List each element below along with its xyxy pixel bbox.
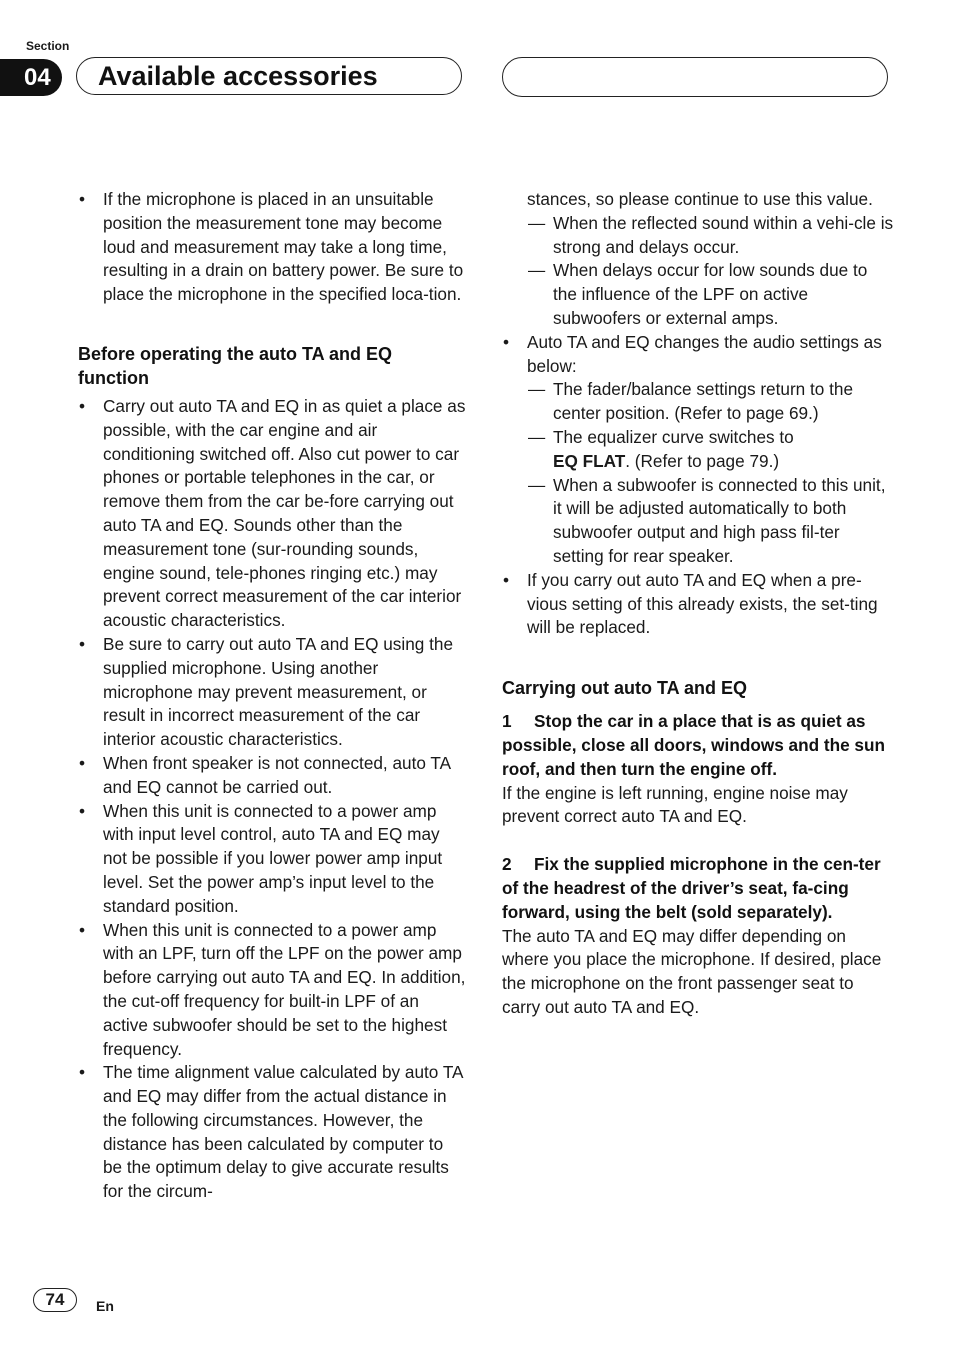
bullet-item: • Auto TA and EQ changes the audio settings as below: [502,331,894,379]
page-number: 74 [33,1288,77,1312]
step-1-body: If the engine is left running, engine noise may prevent correct auto TA and EQ. [502,782,848,827]
section-number-tab: 04 [0,59,62,96]
bullet-item: • Be sure to carry out auto TA and EQ using the supplied microphone. Using another microphone may prevent measurement, or result in incorrect measurement of the car interior acoustic characteristics. [78,633,466,752]
bullet-item: • If you carry out auto TA and EQ when a pre-vious setting of this already exists, the set-ting will be replaced. [502,569,894,640]
eq-flat-label: EQ FLAT [553,450,626,471]
step-1-title [502,710,894,781]
step-number: 1 [502,711,512,732]
right-column [502,188,894,1020]
bullet-item: • When this unit is connected to a power amp with an LPF, turn off the LPF on the power amp before carrying out auto TA and EQ. In addition, the cut-off frequency for built-in LPF of an active subwoofer should be set to the highest frequency. [78,919,466,1062]
dash-text-suffix: . (Refer to page 79.) [625,450,780,471]
section-heading-carrying: Carrying out auto TA and EQ [502,678,748,699]
step-2-body: The auto TA and EQ may differ depending on where you place the microphone. If desired, place the microphone on the front passenger seat to carry out auto TA and EQ. [502,925,882,1017]
dash-item: — When a subwoofer is connected to this unit, it will be adjusted automatically to both subwoofer output and high pass fil-ter setting for rear speaker. [502,474,894,569]
bullet-item: • Carry out auto TA and EQ in as quiet a place as possible, with the car engine and air conditioning switched off. Also cut power to car phones or portable telephones in the car, or remove them from the car be-fore carrying out auto TA and EQ. Sounds other than the measurement tone (sur-rounding sounds, engine sound, tele-phones ringing etc.) may prevent correct measurement of the car interior acoustic characteristics. [78,395,466,633]
dash-text: The equalizer curve switches to [553,426,794,447]
language-code: En [96,1298,114,1314]
bullet-item: • When this unit is connected to a power amp with input level control, auto TA and EQ may not be possible if you lower power amp input level. Set the power amp’s input level to the standard position. [78,800,466,919]
bullet-item: • The time alignment value calculated by auto TA and EQ may differ from the actual distance in the following circumstances. However, the distance has been calculated by computer to be the optimum delay to give accurate results for the circum- [78,1061,466,1204]
dash-item-eq-flat [502,426,894,474]
step-number: 2 [502,854,512,875]
section-heading-before: Before operating the auto TA and EQ function [78,343,393,388]
step-text: Fix the supplied microphone in the cen-ter of the headrest of the driver’s seat, fa-cing forward, using the belt (sold separately). [502,854,881,922]
dash-item: — When the reflected sound within a vehi-cle is strong and delays occur. [502,212,894,260]
dash-item: — The fader/balance settings return to the center position. (Refer to page 69.) [502,378,894,426]
bullet-item: • When front speaker is not connected, auto TA and EQ cannot be carried out. [78,752,466,800]
left-column [78,188,466,1204]
step-2-title [502,853,894,924]
page-title: Available accessories [98,61,378,91]
continued-text: stances, so please continue to use this value. [527,189,873,209]
header-right-frame [502,57,888,97]
intro-bullet: • If the microphone is placed in an unsuitable position the measurement tone may become loud and measurement may take a long time, resulting in a drain on battery power. Be sure to place the microphone in the specified loca-tion. [78,188,466,307]
dash-item: — When delays occur for low sounds due to the influence of the LPF on active subwoofers or external amps. [502,259,894,330]
step-text: Stop the car in a place that is as quiet as possible, close all doors, windows and the sun roof, and then turn the engine off. [502,711,885,779]
section-label: Section [26,39,70,53]
